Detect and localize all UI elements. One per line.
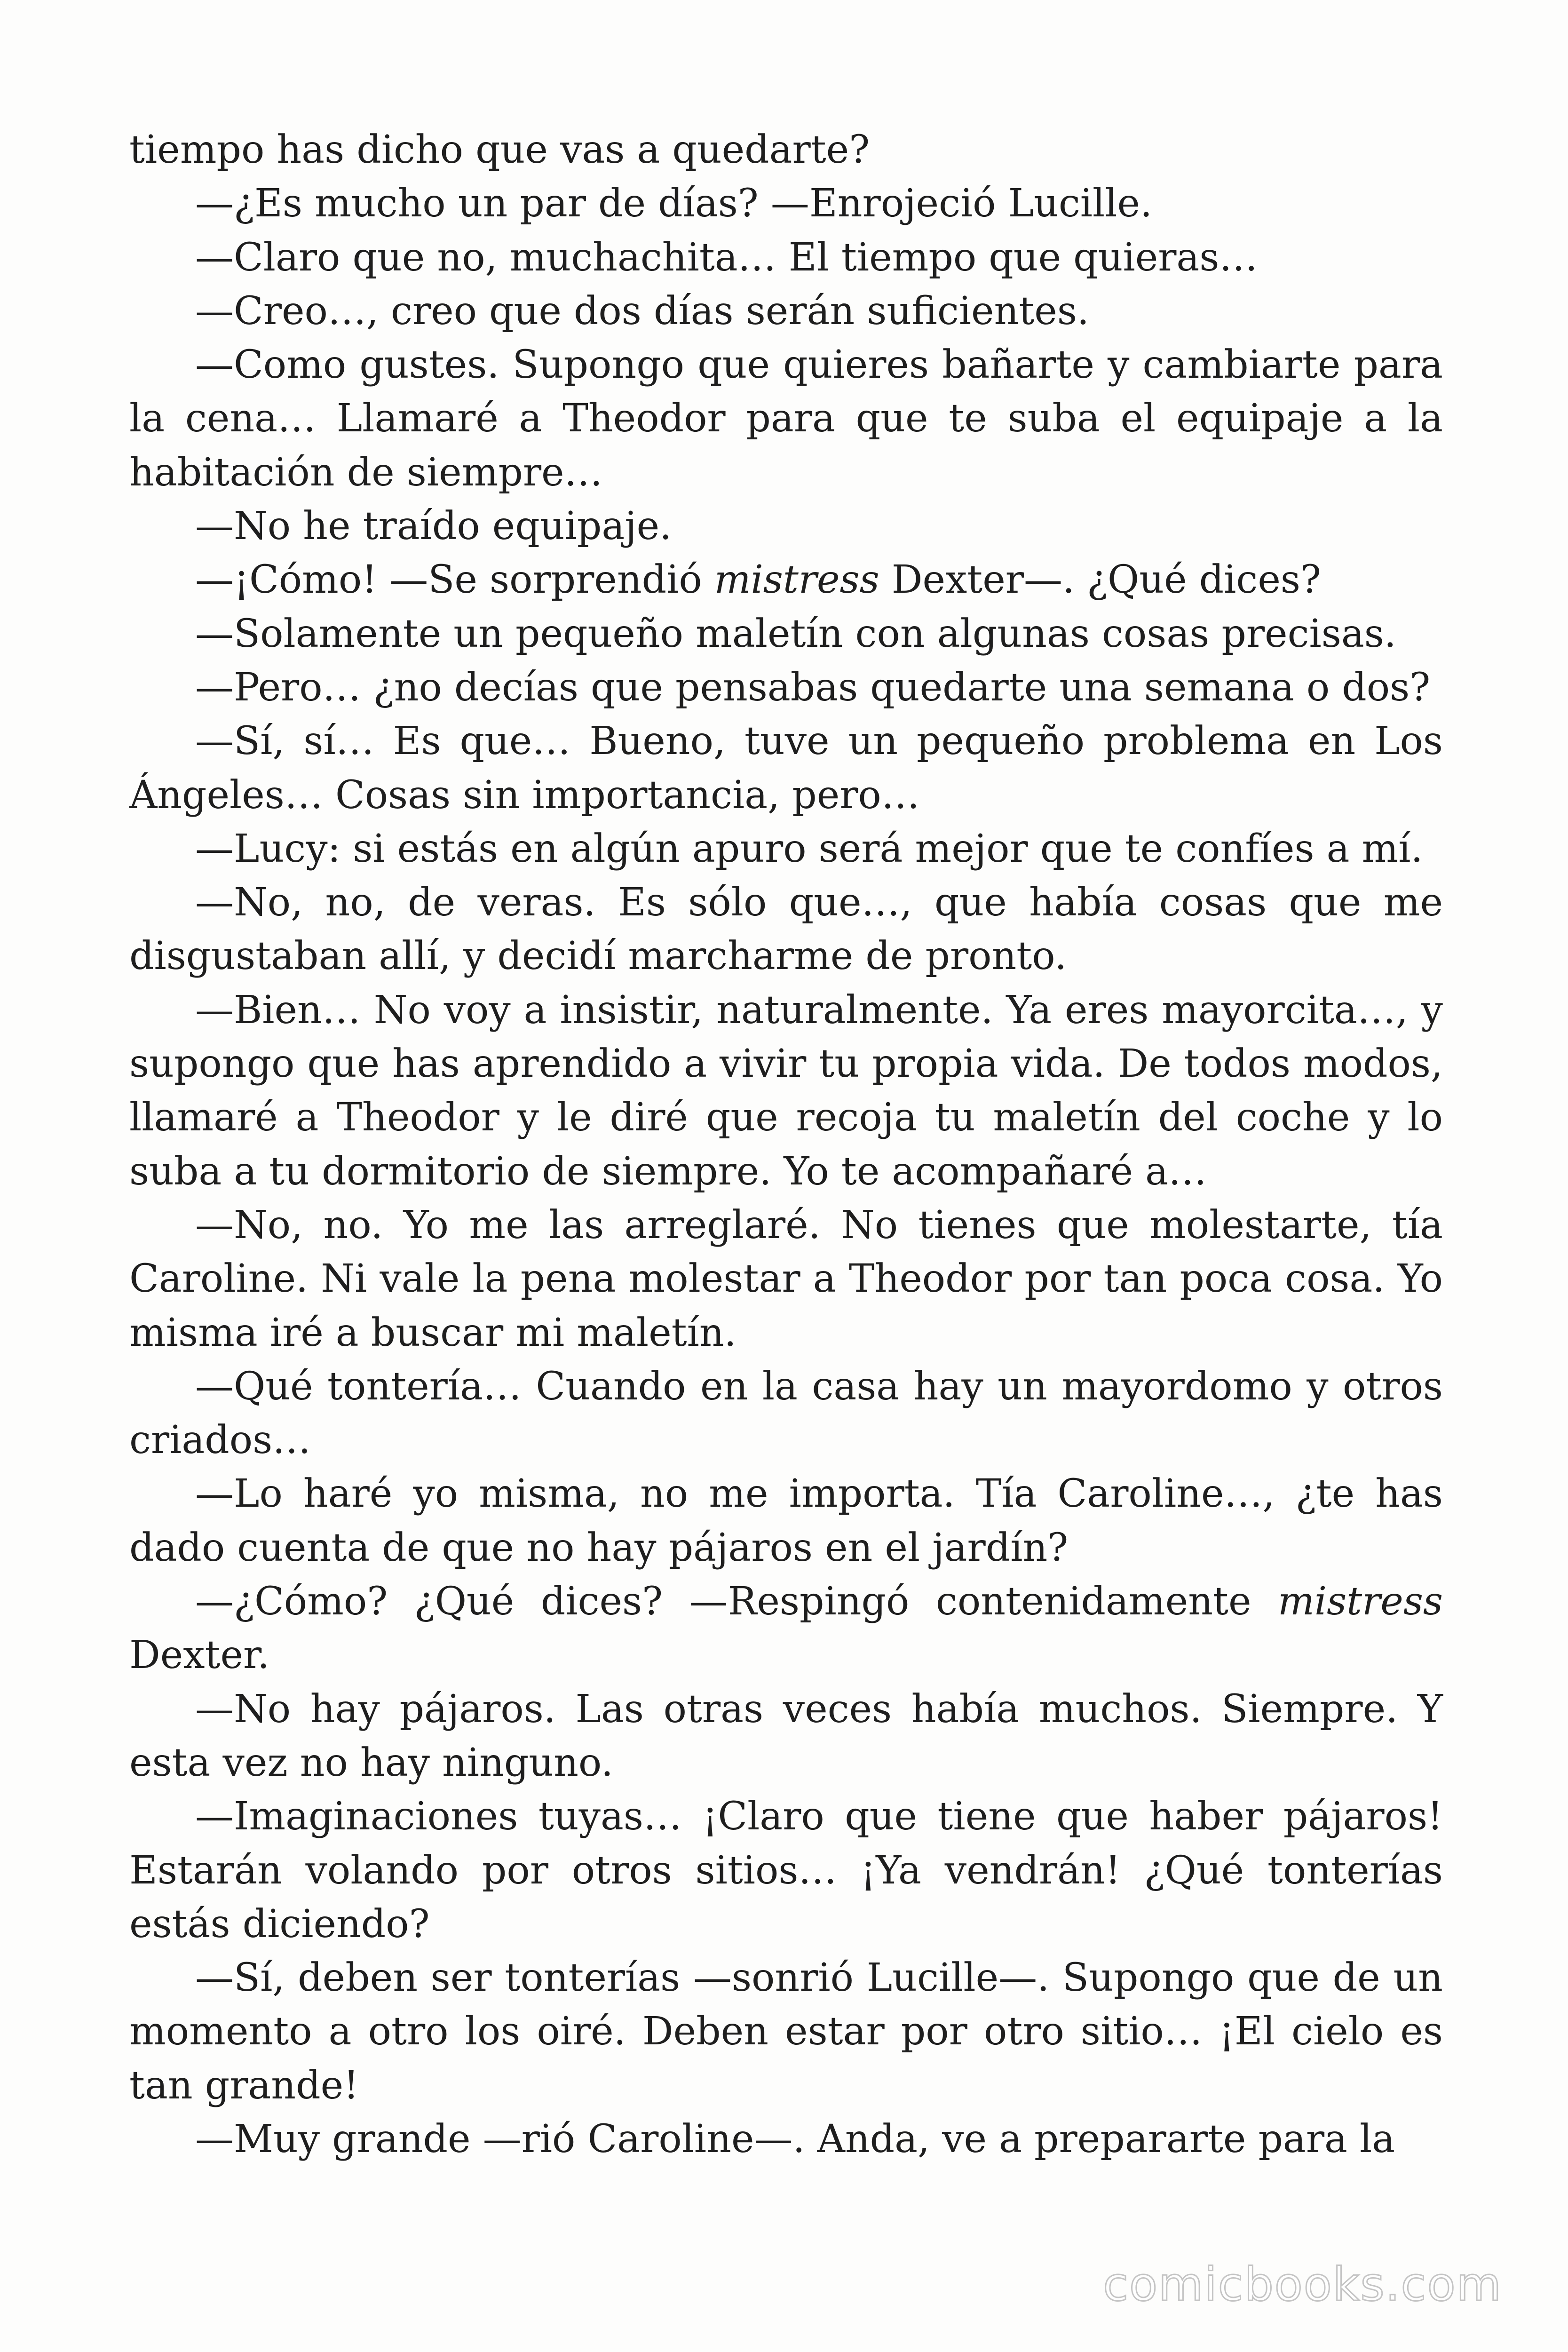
text-run: —¿Es mucho un par de días? —Enrojeció Lucille. [195, 181, 1153, 226]
italic-text: mistress [714, 557, 879, 603]
dialogue-paragraph [129, 1199, 1443, 1360]
text-run: Dexter—. ¿Qué dices? [879, 557, 1321, 603]
dialogue-paragraph [129, 338, 1443, 500]
dialogue-paragraph [129, 715, 1443, 822]
text-run: —Lo haré yo misma, no me importa. Tía Caroline…, ¿te has dado cuenta de que no hay pájaros en el jardín? [129, 1471, 1443, 1570]
text-run: —No he traído equipaje. [195, 504, 672, 549]
dialogue-paragraph [129, 1951, 1443, 2113]
text-run: —Bien… No voy a insistir, naturalmente. Ya eres mayorcita…, y supongo que has aprendido a vivir tu propia vida. De todos modos, llamaré a Theodor y le diré que recoja tu maletín del coche y lo suba a tu dormitorio de siempre. Yo te acompañaré a… [129, 987, 1443, 1194]
text-run: —Sí, deben ser tonterías —sonrió Lucille—. Supongo que de un momento a otro los oiré. Deben estar por otro sitio… ¡El cielo es tan grande! [129, 1955, 1443, 2108]
dialogue-paragraph [129, 1683, 1443, 1790]
text-run: —No, no. Yo me las arreglaré. No tienes que molestarte, tía Caroline. Ni vale la pena molestar a Theodor por tan poca cosa. Yo misma iré a buscar mi maletín. [129, 1202, 1443, 1355]
text-run: —Como gustes. Supongo que quieres bañarte y cambiarte para la cena… Llamaré a Theodor para que te suba el equipaje a la habitación de siempre… [129, 342, 1443, 495]
dialogue-paragraph [129, 1360, 1443, 1468]
text-run: —¡Cómo! —Se sorprendió [195, 557, 714, 603]
text-run: —Muy grande —rió Caroline—. Anda, ve a prepararte para la [195, 2116, 1395, 2161]
text-run: Dexter. [129, 1633, 270, 1678]
text-run: —Creo…, creo que dos días serán suficientes. [195, 288, 1089, 334]
watermark: comicbooks.com [1103, 2258, 1502, 2312]
italic-text: mistress [1278, 1579, 1443, 1624]
dialogue-paragraph [129, 661, 1443, 715]
dialogue-paragraph [129, 2113, 1443, 2166]
dialogue-paragraph [129, 607, 1443, 661]
dialogue-paragraph [129, 553, 1443, 607]
dialogue-paragraph [129, 1467, 1443, 1575]
dialogue-paragraph [129, 984, 1443, 1199]
text-run: —Imaginaciones tuyas… ¡Claro que tiene que haber pájaros! Estarán volando por otros sitios… ¡Ya vendrán! ¿Qué tonterías estás diciendo? [129, 1794, 1443, 1947]
text-run: —Pero… ¿no decías que pensabas quedarte una semana o dos? [195, 665, 1431, 710]
dialogue-paragraph [129, 1575, 1443, 1683]
dialogue-paragraph [129, 177, 1443, 230]
text-run: —Claro que no, muchachita… El tiempo que quieras… [195, 235, 1258, 280]
text-run: —Sí, sí… Es que… Bueno, tuve un pequeño problema en Los Ángeles… Cosas sin importancia, pero… [129, 719, 1443, 818]
paragraph-continuation [129, 123, 1443, 177]
text-run: —Qué tontería… Cuando en la casa hay un mayordomo y otros criados… [129, 1364, 1443, 1463]
dialogue-paragraph [129, 231, 1443, 285]
text-run: —No hay pájaros. Las otras veces había muchos. Siempre. Y esta vez no hay ninguno. [129, 1686, 1443, 1785]
dialogue-paragraph [129, 285, 1443, 338]
dialogue-paragraph [129, 1790, 1443, 1951]
text-run: —No, no, de veras. Es sólo que…, que había cosas que me disgustaban allí, y decidí marcharme de pronto. [129, 880, 1443, 979]
dialogue-paragraph [129, 876, 1443, 984]
text-run: tiempo has dicho que vas a quedarte? [129, 127, 870, 172]
dialogue-paragraph [129, 500, 1443, 553]
dialogue-paragraph [129, 822, 1443, 876]
text-run: —Solamente un pequeño maletín con algunas cosas precisas. [195, 611, 1396, 656]
body-text [129, 123, 1443, 2166]
text-run: —¿Cómo? ¿Qué dices? —Respingó contenidamente [195, 1579, 1278, 1624]
text-run: —Lucy: si estás en algún apuro será mejor que te confíes a mí. [195, 826, 1423, 871]
